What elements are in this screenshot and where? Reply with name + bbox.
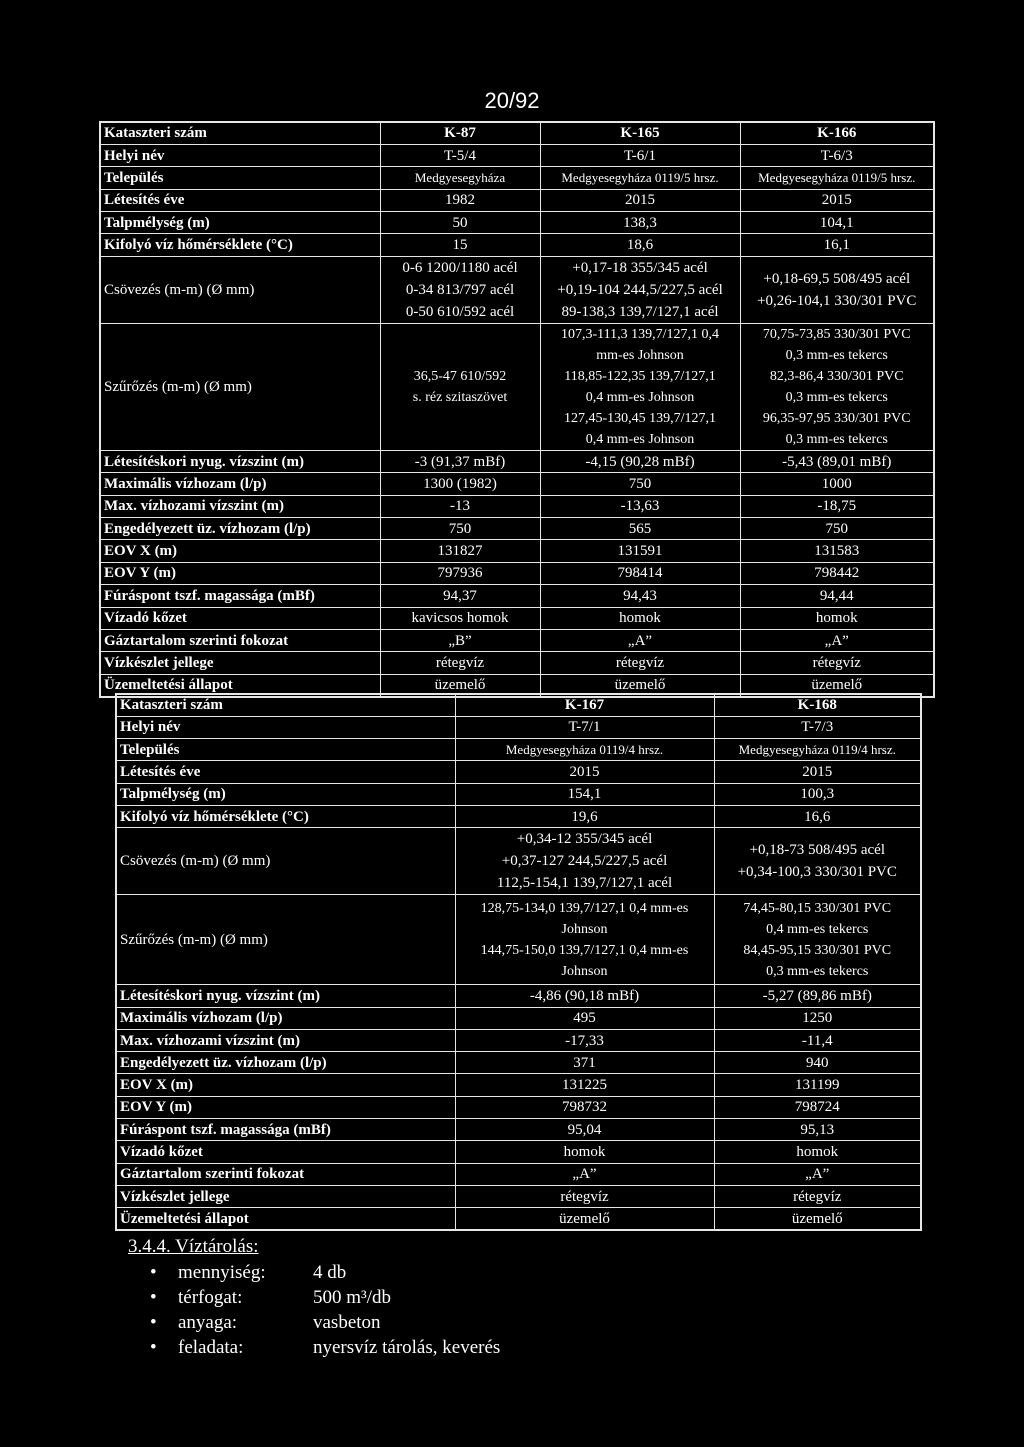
- well-table-1: [99, 121, 935, 698]
- table-row: [100, 585, 934, 607]
- row-value: Medgyesegyháza: [380, 167, 540, 189]
- cell-line: 144,75-150,0 139,7/127,1 0,4 mm-es: [480, 942, 689, 958]
- bullet-list: [150, 1260, 500, 1360]
- csovezes-value: [380, 256, 540, 323]
- szurozes-value: [455, 895, 714, 985]
- table-row: [116, 1052, 921, 1074]
- csovezes-value: [740, 256, 934, 323]
- cell-line: 128,75-134,0 139,7/127,1 0,4 mm-es: [480, 900, 689, 916]
- table-row: [100, 450, 934, 472]
- row-value: 798724: [714, 1096, 921, 1118]
- row-value: T-6/3: [740, 144, 934, 166]
- well-table-2: [115, 693, 922, 1231]
- row-value: „A”: [540, 629, 740, 651]
- row-value: T-7/3: [714, 716, 921, 738]
- row-value: Medgyesegyháza 0119/4 hrsz.: [455, 739, 714, 761]
- cell-line: 118,85-122,35 139,7/127,1: [564, 368, 716, 384]
- table-row: [100, 652, 934, 674]
- row-value: 797936: [380, 562, 540, 584]
- row-label: Vízadó kőzet: [116, 1141, 455, 1163]
- row-value: 19,6: [455, 805, 714, 827]
- bullet-icon: •: [150, 1286, 157, 1308]
- row-label: Maximális vízhozam (l/p): [116, 1007, 455, 1029]
- table-row: [100, 540, 934, 562]
- row-label: EOV X (m): [100, 540, 380, 562]
- row-value: T-6/1: [540, 144, 740, 166]
- row-value: homok: [455, 1141, 714, 1163]
- row-value: -3 (91,37 mBf): [380, 450, 540, 472]
- table-row: [100, 167, 934, 189]
- table-row: [100, 495, 934, 517]
- row-value: 95,13: [714, 1119, 921, 1141]
- bullet-value: 4 db: [313, 1261, 347, 1283]
- row-value: 154,1: [455, 783, 714, 805]
- cell-line: 74,45-80,15 330/301 PVC: [743, 900, 892, 916]
- row-value: „A”: [740, 629, 934, 651]
- bullet-value: vasbeton: [313, 1311, 381, 1333]
- row-value: 94,37: [380, 585, 540, 607]
- row-value: üzemelő: [714, 1208, 921, 1230]
- table-row: [116, 1007, 921, 1029]
- row-value: „A”: [714, 1163, 921, 1185]
- cell-line: 89-138,3 139,7/127,1 acél: [561, 303, 719, 320]
- row-label: Max. vízhozami vízszint (m): [116, 1029, 455, 1051]
- row-value: 940: [714, 1052, 921, 1074]
- row-value: üzemelő: [455, 1208, 714, 1230]
- row-value: -13: [380, 495, 540, 517]
- cell-line: 0-34 813/797 acél: [405, 281, 515, 298]
- table-row: [116, 739, 921, 761]
- table-row: [100, 607, 934, 629]
- cell-line: 107,3-111,3 139,7/127,1 0,4: [560, 326, 719, 342]
- row-value: 798414: [540, 562, 740, 584]
- cell-line: +0,18-73 508/495 acél: [749, 842, 885, 859]
- row-value: rétegvíz: [714, 1185, 921, 1207]
- section-viztarolas: [128, 1236, 259, 1258]
- cell-line: +0,34-12 355/345 acél: [516, 831, 653, 848]
- bullet-item: [150, 1335, 500, 1360]
- bullet-item: [150, 1310, 500, 1335]
- row-value: üzemelő: [740, 674, 934, 696]
- row-label: Vízkészlet jellege: [116, 1185, 455, 1207]
- section-title: 3.4.4. Víztárolás:: [128, 1236, 259, 1257]
- row-value: rétegvíz: [740, 652, 934, 674]
- row-label: Csövezés (m-m) (Ø mm): [116, 828, 455, 895]
- bullet-value: 500 m³/db: [313, 1286, 392, 1308]
- cell-line: 0,4 mm-es Johnson: [585, 389, 695, 405]
- row-value: 2015: [740, 189, 934, 211]
- header-well-id: K-87: [380, 122, 540, 144]
- row-label: Csövezés (m-m) (Ø mm): [100, 256, 380, 323]
- bullet-item: [150, 1260, 500, 1285]
- row-value: T-5/4: [380, 144, 540, 166]
- row-value: üzemelő: [380, 674, 540, 696]
- row-label: Létesítéskori nyug. vízszint (m): [116, 985, 455, 1007]
- cell-line: 70,75-73,85 330/301 PVC: [762, 326, 911, 342]
- szurozes-value: [540, 323, 740, 450]
- row-value: -13,63: [540, 495, 740, 517]
- row-value: 138,3: [540, 212, 740, 234]
- row-value: homok: [740, 607, 934, 629]
- row-label: Kifolyó víz hőmérséklete (°C): [116, 805, 455, 827]
- row-value: üzemelő: [540, 674, 740, 696]
- szurozes-value: [380, 323, 540, 450]
- cell-line: 0,3 mm-es tekercs: [766, 963, 869, 979]
- row-label: Talpmélység (m): [100, 212, 380, 234]
- row-label: Létesítés éve: [116, 761, 455, 783]
- cell-line: 36,5-47 610/592: [413, 368, 507, 384]
- bullet-key: feladata:: [178, 1336, 244, 1358]
- cell-line: Johnson: [561, 963, 608, 979]
- row-label: Település: [116, 739, 455, 761]
- row-value: -5,27 (89,86 mBf): [714, 985, 921, 1007]
- table-row: [100, 234, 934, 256]
- row-value: 100,3: [714, 783, 921, 805]
- row-label: EOV Y (m): [116, 1096, 455, 1118]
- table-row: [116, 761, 921, 783]
- table-row: [116, 1163, 921, 1185]
- table-row: [100, 562, 934, 584]
- table-row: [116, 1096, 921, 1118]
- row-label: Létesítéskori nyug. vízszint (m): [100, 450, 380, 472]
- row-label: Üzemeltetési állapot: [116, 1208, 455, 1230]
- row-value: -4,15 (90,28 mBf): [540, 450, 740, 472]
- row-value: 1250: [714, 1007, 921, 1029]
- row-value: T-7/1: [455, 716, 714, 738]
- row-value: 131591: [540, 540, 740, 562]
- cell-line: 96,35-97,95 330/301 PVC: [762, 410, 911, 426]
- header-well-id: K-166: [740, 122, 934, 144]
- row-value: 1000: [740, 473, 934, 495]
- table-row: [116, 805, 921, 827]
- bullet-key: anyaga:: [178, 1311, 238, 1333]
- row-label: Fúráspont tszf. magassága (mBf): [116, 1119, 455, 1141]
- header-label: Kataszteri szám: [100, 122, 380, 144]
- row-value: 750: [540, 473, 740, 495]
- page-number: 20/92: [484, 88, 540, 113]
- table-row: [116, 1141, 921, 1163]
- row-label: Vízadó kőzet: [100, 607, 380, 629]
- cell-line: s. réz szitaszövet: [412, 389, 508, 405]
- table-row: [116, 1208, 921, 1230]
- row-value: homok: [540, 607, 740, 629]
- cell-line: 0,3 mm-es tekercs: [785, 431, 888, 447]
- row-value: Medgyesegyháza 0119/5 hrsz.: [740, 167, 934, 189]
- row-value: 1300 (1982): [380, 473, 540, 495]
- table-row: [100, 629, 934, 651]
- row-value: 565: [540, 518, 740, 540]
- csovezes-row: [100, 256, 934, 323]
- row-label: Kifolyó víz hőmérséklete (°C): [100, 234, 380, 256]
- cell-line: +0,17-18 355/345 acél: [572, 259, 708, 276]
- row-value: -5,43 (89,01 mBf): [740, 450, 934, 472]
- cell-line: 112,5-154,1 139,7/127,1 acél: [496, 875, 673, 892]
- row-value: 2015: [455, 761, 714, 783]
- szurozes-value: [740, 323, 934, 450]
- row-label: Helyi név: [100, 144, 380, 166]
- cell-line: 84,45-95,15 330/301 PVC: [743, 942, 892, 958]
- row-value: 750: [740, 518, 934, 540]
- csovezes-value: [714, 828, 921, 895]
- row-label: Vízkészlet jellege: [100, 652, 380, 674]
- row-value: Medgyesegyháza 0119/4 hrsz.: [714, 739, 921, 761]
- cell-line: +0,37-127 244,5/227,5 acél: [501, 853, 668, 870]
- row-value: 371: [455, 1052, 714, 1074]
- row-value: 750: [380, 518, 540, 540]
- bullet-key: térfogat:: [178, 1286, 243, 1308]
- row-value: -18,75: [740, 495, 934, 517]
- row-label: Maximális vízhozam (l/p): [100, 473, 380, 495]
- row-value: 94,44: [740, 585, 934, 607]
- table-row: [100, 212, 934, 234]
- row-value: 2015: [540, 189, 740, 211]
- row-value: homok: [714, 1141, 921, 1163]
- cell-line: 0-50 610/592 acél: [405, 303, 515, 320]
- row-value: kavicsos homok: [380, 607, 540, 629]
- row-value: 131827: [380, 540, 540, 562]
- csovezes-value: [540, 256, 740, 323]
- cell-line: 0,3 mm-es tekercs: [785, 347, 888, 363]
- row-value: 16,6: [714, 805, 921, 827]
- table-row: [116, 1074, 921, 1096]
- row-label: EOV X (m): [116, 1074, 455, 1096]
- table-row: [116, 716, 921, 738]
- header-well-id: K-165: [540, 122, 740, 144]
- cell-line: 0-6 1200/1180 acél: [402, 259, 518, 276]
- table-row: [116, 1185, 921, 1207]
- table-row: [116, 783, 921, 805]
- row-value: 2015: [714, 761, 921, 783]
- row-value: „B”: [380, 629, 540, 651]
- row-label: Engedélyezett üz. vízhozam (l/p): [100, 518, 380, 540]
- bullet-icon: •: [150, 1261, 157, 1283]
- row-value: rétegvíz: [455, 1185, 714, 1207]
- row-label: Talpmélység (m): [116, 783, 455, 805]
- row-label: Gáztartalom szerinti fokozat: [116, 1163, 455, 1185]
- row-value: 95,04: [455, 1119, 714, 1141]
- row-label: Település: [100, 167, 380, 189]
- row-label: Üzemeltetési állapot: [100, 674, 380, 696]
- row-value: 1982: [380, 189, 540, 211]
- header-label: Kataszteri szám: [116, 694, 455, 716]
- row-value: 94,43: [540, 585, 740, 607]
- row-value: 18,6: [540, 234, 740, 256]
- cell-line: 0,4 mm-es tekercs: [766, 921, 869, 937]
- cell-line: 127,45-130,45 139,7/127,1: [563, 410, 717, 426]
- bullet-icon: •: [150, 1311, 157, 1333]
- header-row: [116, 694, 921, 716]
- row-label: Szűrőzés (m-m) (Ø mm): [100, 323, 380, 450]
- row-label: Helyi név: [116, 716, 455, 738]
- row-label: Gáztartalom szerinti fokozat: [100, 629, 380, 651]
- cell-line: 82,3-86,4 330/301 PVC: [769, 368, 904, 384]
- row-value: -4,86 (90,18 mBf): [455, 985, 714, 1007]
- row-value: Medgyesegyháza 0119/5 hrsz.: [540, 167, 740, 189]
- cell-line: Johnson: [561, 921, 608, 937]
- header-well-id: K-168: [714, 694, 921, 716]
- table-row: [116, 985, 921, 1007]
- row-value: 131225: [455, 1074, 714, 1096]
- cell-line: +0,18-69,5 508/495 acél: [763, 270, 911, 287]
- cell-line: +0,19-104 244,5/227,5 acél: [557, 281, 723, 298]
- csovezes-value: [455, 828, 714, 895]
- row-value: rétegvíz: [380, 652, 540, 674]
- row-value: 104,1: [740, 212, 934, 234]
- row-label: Engedélyezett üz. vízhozam (l/p): [116, 1052, 455, 1074]
- row-label: Fúráspont tszf. magassága (mBf): [100, 585, 380, 607]
- header-well-id: K-167: [455, 694, 714, 716]
- row-label: Létesítés éve: [100, 189, 380, 211]
- csovezes-row: [116, 828, 921, 895]
- row-value: rétegvíz: [540, 652, 740, 674]
- bullet-item: [150, 1285, 500, 1310]
- cell-line: +0,34-100,3 330/301 PVC: [737, 864, 897, 881]
- bullet-value: nyersvíz tárolás, keverés: [313, 1336, 501, 1358]
- header-row: [100, 122, 934, 144]
- row-value: 131583: [740, 540, 934, 562]
- row-value: 798442: [740, 562, 934, 584]
- cell-line: +0,26-104,1 330/301 PVC: [757, 292, 917, 309]
- table-row: [116, 1119, 921, 1141]
- cell-line: 0,3 mm-es tekercs: [785, 389, 888, 405]
- bullet-icon: •: [150, 1336, 157, 1358]
- bullet-key: mennyiség:: [178, 1261, 266, 1283]
- row-value: 798732: [455, 1096, 714, 1118]
- row-label: EOV Y (m): [100, 562, 380, 584]
- row-value: 495: [455, 1007, 714, 1029]
- row-value: 16,1: [740, 234, 934, 256]
- table-row: [100, 518, 934, 540]
- row-value: -17,33: [455, 1029, 714, 1051]
- table-row: [100, 144, 934, 166]
- szurozes-value: [714, 895, 921, 985]
- szurozes-row: [116, 895, 921, 985]
- table-row: [100, 189, 934, 211]
- row-value: 50: [380, 212, 540, 234]
- row-label: Max. vízhozami vízszint (m): [100, 495, 380, 517]
- table-row: [100, 473, 934, 495]
- szurozes-row: [100, 323, 934, 450]
- table-row: [116, 1029, 921, 1051]
- cell-line: 0,4 mm-es Johnson: [585, 431, 695, 447]
- row-value: 15: [380, 234, 540, 256]
- row-label: Szűrőzés (m-m) (Ø mm): [116, 895, 455, 985]
- row-value: „A”: [455, 1163, 714, 1185]
- row-value: -11,4: [714, 1029, 921, 1051]
- cell-line: mm-es Johnson: [596, 347, 684, 363]
- row-value: 131199: [714, 1074, 921, 1096]
